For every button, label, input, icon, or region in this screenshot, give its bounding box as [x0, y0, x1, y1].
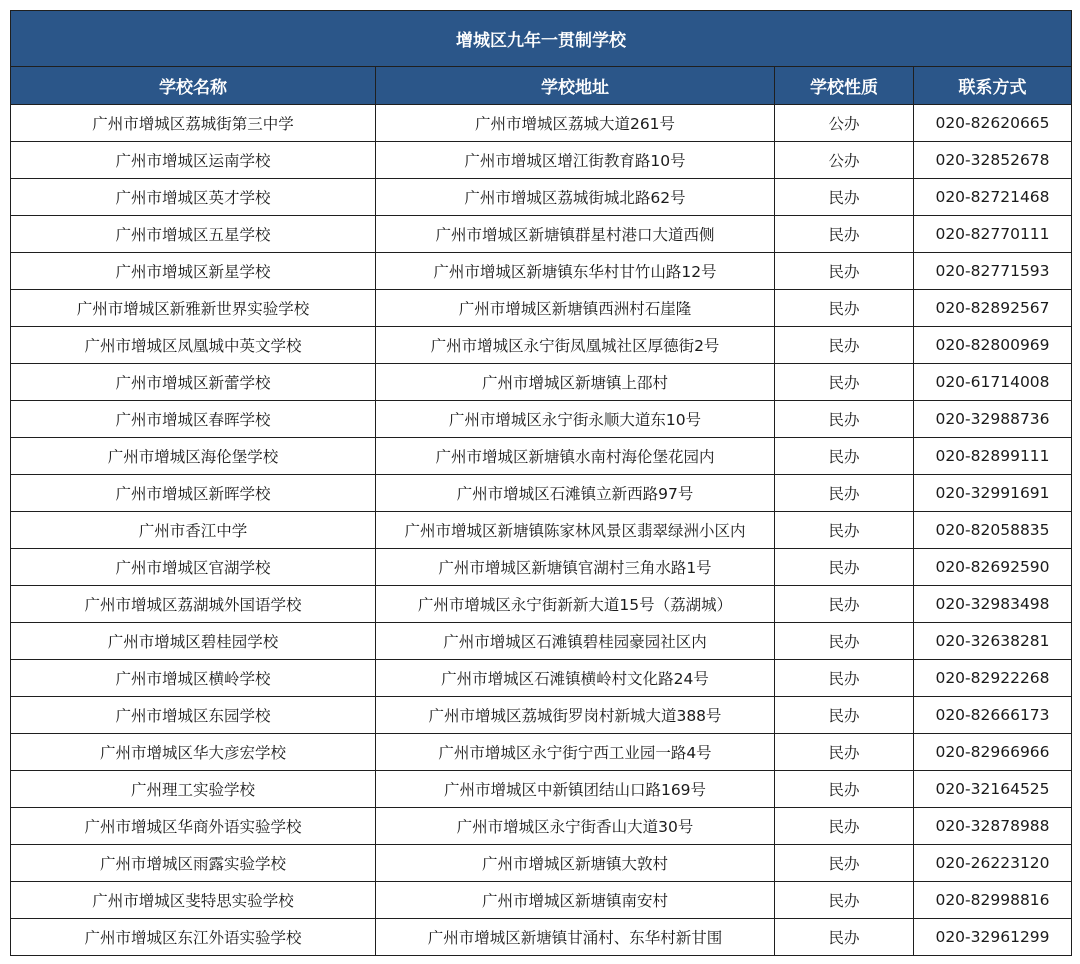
school-type-cell: 民办	[775, 734, 914, 771]
school-name-cell: 广州市增城区新蕾学校	[11, 364, 376, 401]
school-name-cell: 广州市增城区新晖学校	[11, 475, 376, 512]
contact-phone-cell: 020-82998816	[914, 882, 1072, 919]
table-row	[11, 401, 1072, 438]
table-row	[11, 438, 1072, 475]
table-row	[11, 771, 1072, 808]
contact-phone-cell: 020-32878988	[914, 808, 1072, 845]
table-row	[11, 660, 1072, 697]
contact-phone-cell: 020-82899111	[914, 438, 1072, 475]
table-row	[11, 327, 1072, 364]
contact-phone-cell: 020-32638281	[914, 623, 1072, 660]
school-address-cell: 广州市增城区永宁街永顺大道东10号	[376, 401, 775, 438]
school-name-cell: 广州理工实验学校	[11, 771, 376, 808]
contact-phone-cell: 020-32164525	[914, 771, 1072, 808]
school-name-cell: 广州市增城区春晖学校	[11, 401, 376, 438]
school-address-cell: 广州市增城区石滩镇碧桂园豪园社区内	[376, 623, 775, 660]
school-type-cell: 公办	[775, 142, 914, 179]
school-table	[10, 10, 1072, 956]
table-title: 增城区九年一贯制学校	[11, 11, 1072, 67]
table-row	[11, 623, 1072, 660]
school-type-cell: 民办	[775, 623, 914, 660]
school-address-cell: 广州市增城区石滩镇横岭村文化路24号	[376, 660, 775, 697]
school-address-cell: 广州市增城区新塘镇水南村海伦堡花园内	[376, 438, 775, 475]
school-address-cell: 广州市增城区新塘镇甘涌村、东华村新甘围	[376, 919, 775, 956]
contact-phone-cell: 020-82721468	[914, 179, 1072, 216]
contact-phone-cell: 020-61714008	[914, 364, 1072, 401]
column-header-school-name: 学校名称	[11, 67, 376, 105]
school-type-cell: 民办	[775, 919, 914, 956]
table-row	[11, 512, 1072, 549]
school-address-cell: 广州市增城区新塘镇群星村港口大道西侧	[376, 216, 775, 253]
school-address-cell: 广州市增城区荔城街城北路62号	[376, 179, 775, 216]
contact-phone-cell: 020-32961299	[914, 919, 1072, 956]
school-address-cell: 广州市增城区新塘镇南安村	[376, 882, 775, 919]
school-type-cell: 民办	[775, 364, 914, 401]
school-address-cell: 广州市增城区永宁街凤凰城社区厚德街2号	[376, 327, 775, 364]
table-row	[11, 586, 1072, 623]
school-address-cell: 广州市增城区中新镇团结山口路169号	[376, 771, 775, 808]
contact-phone-cell: 020-82922268	[914, 660, 1072, 697]
school-name-cell: 广州市增城区华大彦宏学校	[11, 734, 376, 771]
school-address-cell: 广州市增城区永宁街宁西工业园一路4号	[376, 734, 775, 771]
school-address-cell: 广州市增城区新塘镇上邵村	[376, 364, 775, 401]
school-name-cell: 广州市增城区官湖学校	[11, 549, 376, 586]
school-type-cell: 民办	[775, 771, 914, 808]
contact-phone-cell: 020-32852678	[914, 142, 1072, 179]
school-type-cell: 民办	[775, 179, 914, 216]
table-body	[11, 105, 1072, 956]
contact-phone-cell: 020-82771593	[914, 253, 1072, 290]
school-type-cell: 民办	[775, 216, 914, 253]
table-row	[11, 253, 1072, 290]
school-address-cell: 广州市增城区永宁街香山大道30号	[376, 808, 775, 845]
school-address-cell: 广州市增城区新塘镇大敦村	[376, 845, 775, 882]
contact-phone-cell: 020-82892567	[914, 290, 1072, 327]
school-type-cell: 民办	[775, 882, 914, 919]
school-table-container	[10, 10, 1071, 956]
table-row	[11, 882, 1072, 919]
table-row	[11, 475, 1072, 512]
school-type-cell: 民办	[775, 697, 914, 734]
table-header-row	[11, 67, 1072, 105]
school-name-cell: 广州市增城区碧桂园学校	[11, 623, 376, 660]
school-type-cell: 民办	[775, 660, 914, 697]
school-name-cell: 广州市增城区凤凰城中英文学校	[11, 327, 376, 364]
school-type-cell: 民办	[775, 808, 914, 845]
school-address-cell: 广州市增城区新塘镇东华村甘竹山路12号	[376, 253, 775, 290]
school-type-cell: 民办	[775, 290, 914, 327]
table-row	[11, 364, 1072, 401]
school-type-cell: 民办	[775, 253, 914, 290]
table-row	[11, 919, 1072, 956]
table-row	[11, 808, 1072, 845]
school-type-cell: 民办	[775, 401, 914, 438]
school-address-cell: 广州市增城区荔城街罗岗村新城大道388号	[376, 697, 775, 734]
school-name-cell: 广州市增城区新星学校	[11, 253, 376, 290]
table-row	[11, 290, 1072, 327]
school-address-cell: 广州市增城区新塘镇陈家林风景区翡翠绿洲小区内	[376, 512, 775, 549]
school-address-cell: 广州市增城区增江街教育路10号	[376, 142, 775, 179]
school-address-cell: 广州市增城区新塘镇官湖村三角水路1号	[376, 549, 775, 586]
column-header-school-address: 学校地址	[376, 67, 775, 105]
contact-phone-cell: 020-82966966	[914, 734, 1072, 771]
school-name-cell: 广州市香江中学	[11, 512, 376, 549]
table-row	[11, 179, 1072, 216]
school-name-cell: 广州市增城区横岭学校	[11, 660, 376, 697]
contact-phone-cell: 020-32983498	[914, 586, 1072, 623]
school-address-cell: 广州市增城区荔城大道261号	[376, 105, 775, 142]
contact-phone-cell: 020-82058835	[914, 512, 1072, 549]
school-name-cell: 广州市增城区东江外语实验学校	[11, 919, 376, 956]
school-type-cell: 民办	[775, 512, 914, 549]
school-name-cell: 广州市增城区荔湖城外国语学校	[11, 586, 376, 623]
school-name-cell: 广州市增城区东园学校	[11, 697, 376, 734]
school-name-cell: 广州市增城区斐特思实验学校	[11, 882, 376, 919]
table-title-row	[11, 11, 1072, 67]
school-type-cell: 民办	[775, 327, 914, 364]
school-name-cell: 广州市增城区荔城街第三中学	[11, 105, 376, 142]
table-row	[11, 549, 1072, 586]
school-type-cell: 公办	[775, 105, 914, 142]
contact-phone-cell: 020-32991691	[914, 475, 1072, 512]
school-type-cell: 民办	[775, 475, 914, 512]
school-address-cell: 广州市增城区新塘镇西洲村石崖隆	[376, 290, 775, 327]
contact-phone-cell: 020-82620665	[914, 105, 1072, 142]
contact-phone-cell: 020-32988736	[914, 401, 1072, 438]
school-type-cell: 民办	[775, 549, 914, 586]
table-row	[11, 216, 1072, 253]
school-type-cell: 民办	[775, 438, 914, 475]
contact-phone-cell: 020-26223120	[914, 845, 1072, 882]
school-name-cell: 广州市增城区海伦堡学校	[11, 438, 376, 475]
school-name-cell: 广州市增城区英才学校	[11, 179, 376, 216]
table-row	[11, 142, 1072, 179]
school-type-cell: 民办	[775, 586, 914, 623]
column-header-school-type: 学校性质	[775, 67, 914, 105]
contact-phone-cell: 020-82770111	[914, 216, 1072, 253]
school-name-cell: 广州市增城区新雅新世界实验学校	[11, 290, 376, 327]
table-row	[11, 845, 1072, 882]
table-row	[11, 697, 1072, 734]
school-name-cell: 广州市增城区运南学校	[11, 142, 376, 179]
school-name-cell: 广州市增城区雨露实验学校	[11, 845, 376, 882]
column-header-contact: 联系方式	[914, 67, 1072, 105]
contact-phone-cell: 020-82666173	[914, 697, 1072, 734]
school-address-cell: 广州市增城区永宁街新新大道15号（荔湖城）	[376, 586, 775, 623]
table-row	[11, 734, 1072, 771]
contact-phone-cell: 020-82692590	[914, 549, 1072, 586]
school-name-cell: 广州市增城区华商外语实验学校	[11, 808, 376, 845]
contact-phone-cell: 020-82800969	[914, 327, 1072, 364]
school-type-cell: 民办	[775, 845, 914, 882]
table-row	[11, 105, 1072, 142]
school-name-cell: 广州市增城区五星学校	[11, 216, 376, 253]
school-address-cell: 广州市增城区石滩镇立新西路97号	[376, 475, 775, 512]
